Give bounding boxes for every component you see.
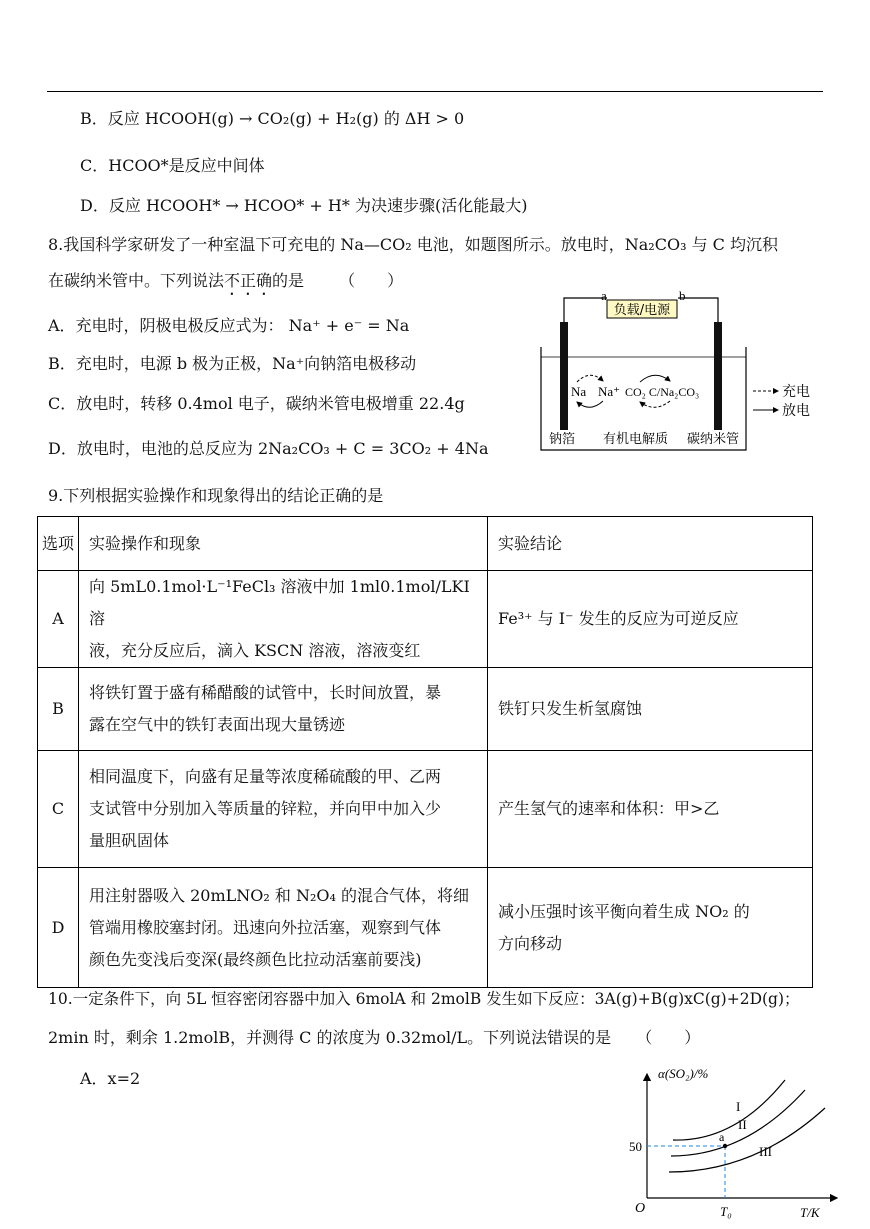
q10-option-a[interactable]: A．x=2 xyxy=(80,1069,141,1088)
header-operation: 实验操作和现象 xyxy=(79,517,488,571)
q10-answer-bracket: （ ） xyxy=(636,1028,701,1047)
co2-c-label: CO₂ C/Na₂CO₃ xyxy=(625,385,700,399)
y-axis-label: α(SO₂)/% xyxy=(658,1066,709,1081)
q7-option-d-equation: HCOOH* → HCOO* + H* xyxy=(145,196,350,215)
row-d-option: D xyxy=(38,868,79,988)
q10-stem-line1: 10.一定条件下，向 5L 恒容密闭容器中加入 6molA 和 2molB 发生如下反应：3A(g)+B(g)xC(g)+2D(g)； xyxy=(48,990,800,1008)
q10-stem-line2: 2min 时，剩余 1.2molB，并测得 C 的浓度为 0.32mol/L。下列说法错误的是 （ ） xyxy=(48,1028,701,1047)
q7-option-c[interactable]: C．HCOO*是反应中间体 xyxy=(80,156,265,175)
q9-table xyxy=(37,516,813,988)
charge-arrow-na xyxy=(577,375,603,382)
header-conclusion: 实验结论 xyxy=(488,517,813,571)
q8-option-a-equation: Na⁺ + e⁻ = Na xyxy=(288,316,410,335)
electrolyte-label: 有机电解质 xyxy=(603,432,669,447)
curve-i-label: I xyxy=(736,1099,741,1114)
q7-option-b-equation: HCOOH(g) → CO₂(g) + H₂(g) xyxy=(144,109,379,128)
curve-i xyxy=(673,1080,785,1140)
curve-iii-label: III xyxy=(759,1144,772,1159)
carbon-nanotube-electrode xyxy=(714,322,722,430)
sodium-foil-label: 钠箔 xyxy=(549,432,576,447)
terminal-a-label: a xyxy=(601,288,607,303)
table-row-c xyxy=(38,751,813,868)
q8-answer-bracket: （ ） xyxy=(339,271,404,290)
row-d-conclusion: 减小压强时该平衡向着生成 NO₂ 的 方向移动 xyxy=(488,868,813,988)
discharge-arrow-na xyxy=(577,401,603,407)
q9-stem: 9.下列根据实验操作和现象得出的结论正确的是 xyxy=(48,486,384,505)
q8-option-d[interactable]: D．放电时，电池的总反应为 2Na₂CO₃ + C = 3CO₂ + 4Na xyxy=(48,439,489,458)
sodium-foil-electrode xyxy=(560,322,568,430)
table-row-b xyxy=(38,668,813,751)
point-a-label: a xyxy=(719,1130,725,1144)
q8-option-b[interactable]: B．充电时，电源 b 极为正极，Na⁺向钠箔电极移动 xyxy=(48,354,417,373)
legend-charge-label: 充电 xyxy=(782,384,810,400)
header-option: 选项 xyxy=(38,517,79,571)
row-c-operation: 相同温度下，向盛有足量等浓度稀硫酸的甲、乙两 支试管中分别加入等质量的锌粒，并向甲中加入少 量胆矾固体 xyxy=(79,751,488,868)
row-a-conclusion: Fe³⁺ 与 I⁻ 发生的反应为可逆反应 xyxy=(488,571,813,668)
q8-emphasis: 不正确 xyxy=(224,271,273,290)
legend-discharge-label: 放电 xyxy=(782,403,810,419)
point-a xyxy=(723,1144,727,1148)
row-c-option: C xyxy=(38,751,79,868)
row-d-operation: 用注射器吸入 20mLNO₂ 和 N₂O₄ 的混合气体，将细 管端用橡胶塞封闭。迅速向外拉活塞，观察到气体 颜色先变浅后变深(最终颜色比拉动活塞前要浅) xyxy=(79,868,488,988)
na-label: Na xyxy=(571,384,587,399)
q8-option-d-equation: 2Na₂CO₃ + C = 3CO₂ + 4Na xyxy=(257,439,489,458)
curve-ii-label: II xyxy=(738,1117,747,1132)
source-label: 负载/电源 xyxy=(613,303,671,318)
x-tick-t0: T₀ xyxy=(720,1204,732,1219)
table-header-row xyxy=(38,517,813,571)
row-a-operation: 向 5mL0.1mol·L⁻¹FeCl₃ 溶液中加 1ml0.1mol/LKI 溶 液，充分反应后，滴入 KSCN 溶液，溶液变红 xyxy=(79,571,488,668)
row-b-operation: 将铁钉置于盛有稀醋酸的试管中，长时间放置，暴 露在空气中的铁钉表面出现大量锈迹 xyxy=(79,668,488,751)
x-axis-label: T/K xyxy=(800,1205,820,1220)
q8-option-a[interactable]: A．充电时，阴极电极反应式为： Na⁺ + e⁻ = Na xyxy=(48,316,410,335)
curve-iii xyxy=(669,1108,825,1172)
q8-option-c[interactable]: C．放电时，转移 0.4mol 电子，碳纳米管电极增重 22.4g xyxy=(48,394,465,413)
q8-stem-line1: 8.我国科学家研发了一种室温下可充电的 Na—CO₂ 电池，如题图所示。放电时，Na₂CO₃ 与 C 均沉积 xyxy=(48,235,778,254)
row-c-conclusion: 产生氢气的速率和体积：甲>乙 xyxy=(488,751,813,868)
row-a-option: A xyxy=(38,571,79,668)
carbon-nanotube-label: 碳纳米管 xyxy=(687,432,740,447)
discharge-arrow-co2 xyxy=(640,375,670,382)
q8-stem-line2: 在碳纳米管中。下列说法不正确的是 （ ） xyxy=(48,271,404,290)
row-b-option: B xyxy=(38,668,79,751)
terminal-b-label: b xyxy=(679,288,686,303)
q7-option-b[interactable]: B．反应 HCOOH(g) → CO₂(g) + H₂(g) 的 ΔH > 0 xyxy=(80,109,465,128)
battery-diagram xyxy=(535,285,820,455)
table-row-a xyxy=(38,571,813,668)
charge-arrow-co2 xyxy=(640,401,670,407)
y-tick-50: 50 xyxy=(629,1139,642,1154)
origin-label: O xyxy=(635,1201,646,1216)
na-ion-label: Na⁺ xyxy=(598,384,621,399)
alpha-so2-graph xyxy=(625,1060,855,1225)
q7-option-d[interactable]: D．反应 HCOOH* → HCOO* + H* 为决速步骤(活化能最大) xyxy=(80,196,528,215)
row-b-conclusion: 铁钉只发生析氢腐蚀 xyxy=(488,668,813,751)
top-rule xyxy=(47,91,823,92)
table-row-d xyxy=(38,868,813,988)
